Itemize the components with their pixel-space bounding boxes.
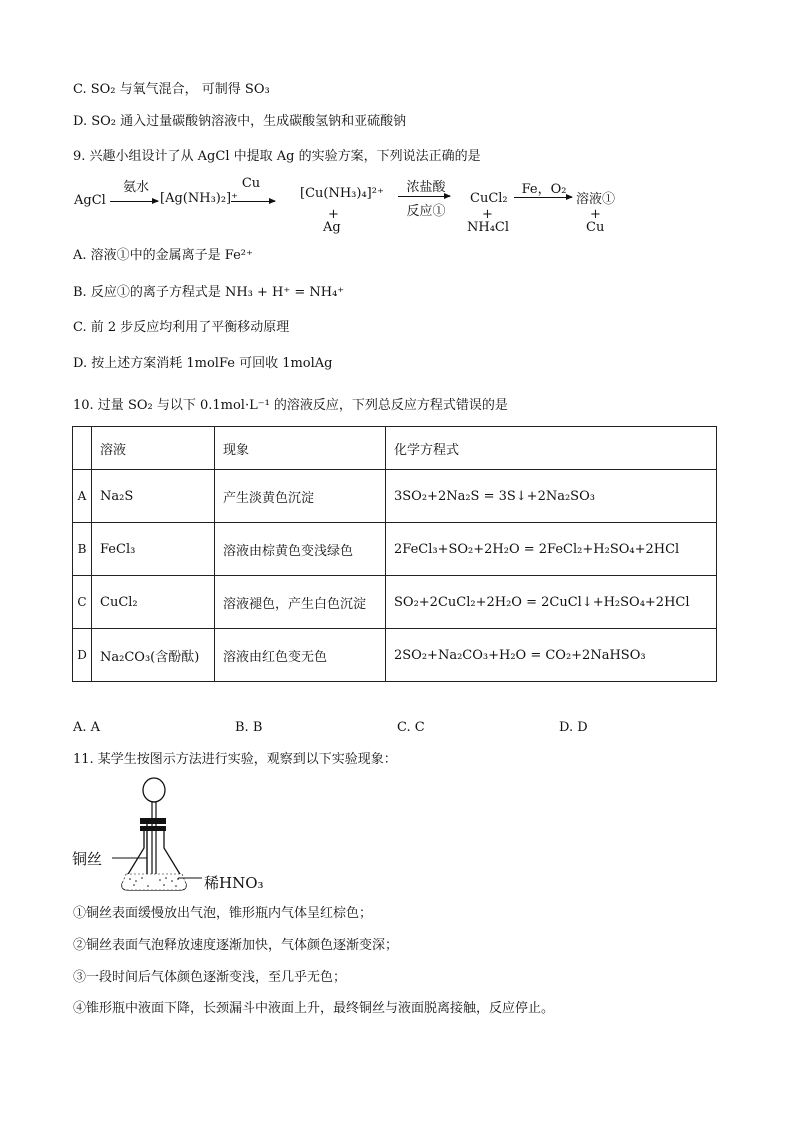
table-row [73,629,717,682]
plus-sign: + [590,207,601,222]
observation-4: ④锥形瓶中液面下降，长颈漏斗中液面上升，最终铜丝与液面脱离接触，反应停止。 [73,1001,555,1016]
q8-option-c: C. SO₂ 与氧气混合， 可制得 SO₃ [73,82,270,97]
q8-option-d: D. SO₂ 通入过量碳酸钠溶液中，生成碳酸氢钠和亚硫酸钠 [73,114,407,129]
q11-stem: 11. 某学生按图示方法进行实验，观察到以下实验现象： [73,752,397,767]
q9-stem: 9. 兴趣小组设计了从 AgCl 中提取 Ag 的实验方案，下列说法正确的是 [73,149,481,164]
phenomenon-cell: 溶液褪色，产生白色沉淀 [215,576,386,629]
row-label: D [73,629,92,682]
species-silver-ammine: [Ag(NH₃)₂]⁺ [160,191,238,206]
equation-cell: 2FeCl₃+SO₂+2H₂O = 2FeCl₂+H₂SO₄+2HCl [386,523,717,576]
stopper [140,818,166,824]
header-cell: 现象 [215,427,386,470]
q10-stem: 10. 过量 SO₂ 与以下 0.1mol·L⁻¹ 的溶液反应，下列总反应方程式错误的是 [73,398,508,413]
observation-2: ②铜丝表面气泡释放速度逐渐加快，气体颜色逐渐变深； [73,938,399,953]
reagent-fe-o2: Fe，O₂ [521,182,567,197]
arrow-4 [514,197,572,198]
species-silver: Ag [323,220,341,235]
species-copper: Cu [586,220,605,235]
reagent-copper: Cu [241,176,261,191]
dilute-nitric-acid [122,874,186,890]
solution-cell: FeCl₃ [92,523,215,576]
equation-cell: 2SO₂+Na₂CO₃+H₂O = CO₂+2NaHSO₃ [386,629,717,682]
species-nh4cl: NH₄Cl [467,220,510,235]
funnel-bulb [143,778,165,802]
header-cell [73,427,92,470]
table-row [73,523,717,576]
observation-1: ①铜丝表面缓慢放出气泡，锥形瓶内气体呈红棕色； [73,906,373,921]
species-copper-ammine: [Cu(NH₃)₄]²⁺ [300,186,384,201]
q10-option-d: D. D [559,720,588,735]
reaction-table [72,426,717,682]
plus-sign: + [482,207,493,222]
copper-wire-label: 铜丝 [72,850,103,868]
species-solution-1: 溶液① [576,192,616,207]
label-reaction-1: 反应① [406,204,446,219]
table-row [73,576,717,629]
q10-option-b: B. B [235,720,263,735]
q9-option-a: A. 溶液①中的金属离子是 Fe²⁺ [73,248,253,263]
observation-3: ③一段时间后气体颜色逐渐变浅，至几乎无色； [73,970,347,985]
reagent-ammonia: 氨水 [122,180,149,195]
phenomenon-cell: 溶液由棕黄色变浅绿色 [215,523,386,576]
reagent-conc-hcl: 浓盐酸 [406,180,446,195]
equation-cell: SO₂+2CuCl₂+2H₂O = 2CuCl↓+H₂SO₄+2HCl [386,576,717,629]
phenomenon-cell: 溶液由红色变无色 [215,629,386,682]
dilute-hno3-label: 稀HNO₃ [204,874,264,892]
arrow-2 [231,201,275,202]
arrow-1 [110,201,158,202]
species-agcl: AgCl [74,193,106,208]
arrow-3 [398,196,450,197]
solution-cell: Na₂CO₃(含酚酞) [92,629,215,682]
equation-cell: 3SO₂+2Na₂S = 3S↓+2Na₂SO₃ [386,470,717,523]
apparatus-figure [68,774,288,898]
table-header-row [73,427,717,470]
q9-option-d: D. 按上述方案消耗 1molFe 可回收 1molAg [73,356,333,371]
phenomenon-cell: 产生淡黄色沉淀 [215,470,386,523]
solution-cell: CuCl₂ [92,576,215,629]
row-label: B [73,523,92,576]
plus-sign: + [328,207,339,222]
q9-option-b: B. 反应①的离子方程式是 NH₃ + H⁺ = NH₄⁺ [73,285,345,300]
q9-option-c: C. 前 2 步反应均利用了平衡移动原理 [73,320,290,335]
row-label: C [73,576,92,629]
header-cell: 化学方程式 [386,427,717,470]
reaction-scheme [72,176,632,240]
header-cell: 溶液 [92,427,215,470]
species-cucl2: CuCl₂ [470,191,508,206]
q10-option-c: C. C [397,720,425,735]
table-row [73,470,717,523]
row-label: A [73,470,92,523]
solution-cell: Na₂S [92,470,215,523]
q10-option-a: A. A [73,720,101,735]
